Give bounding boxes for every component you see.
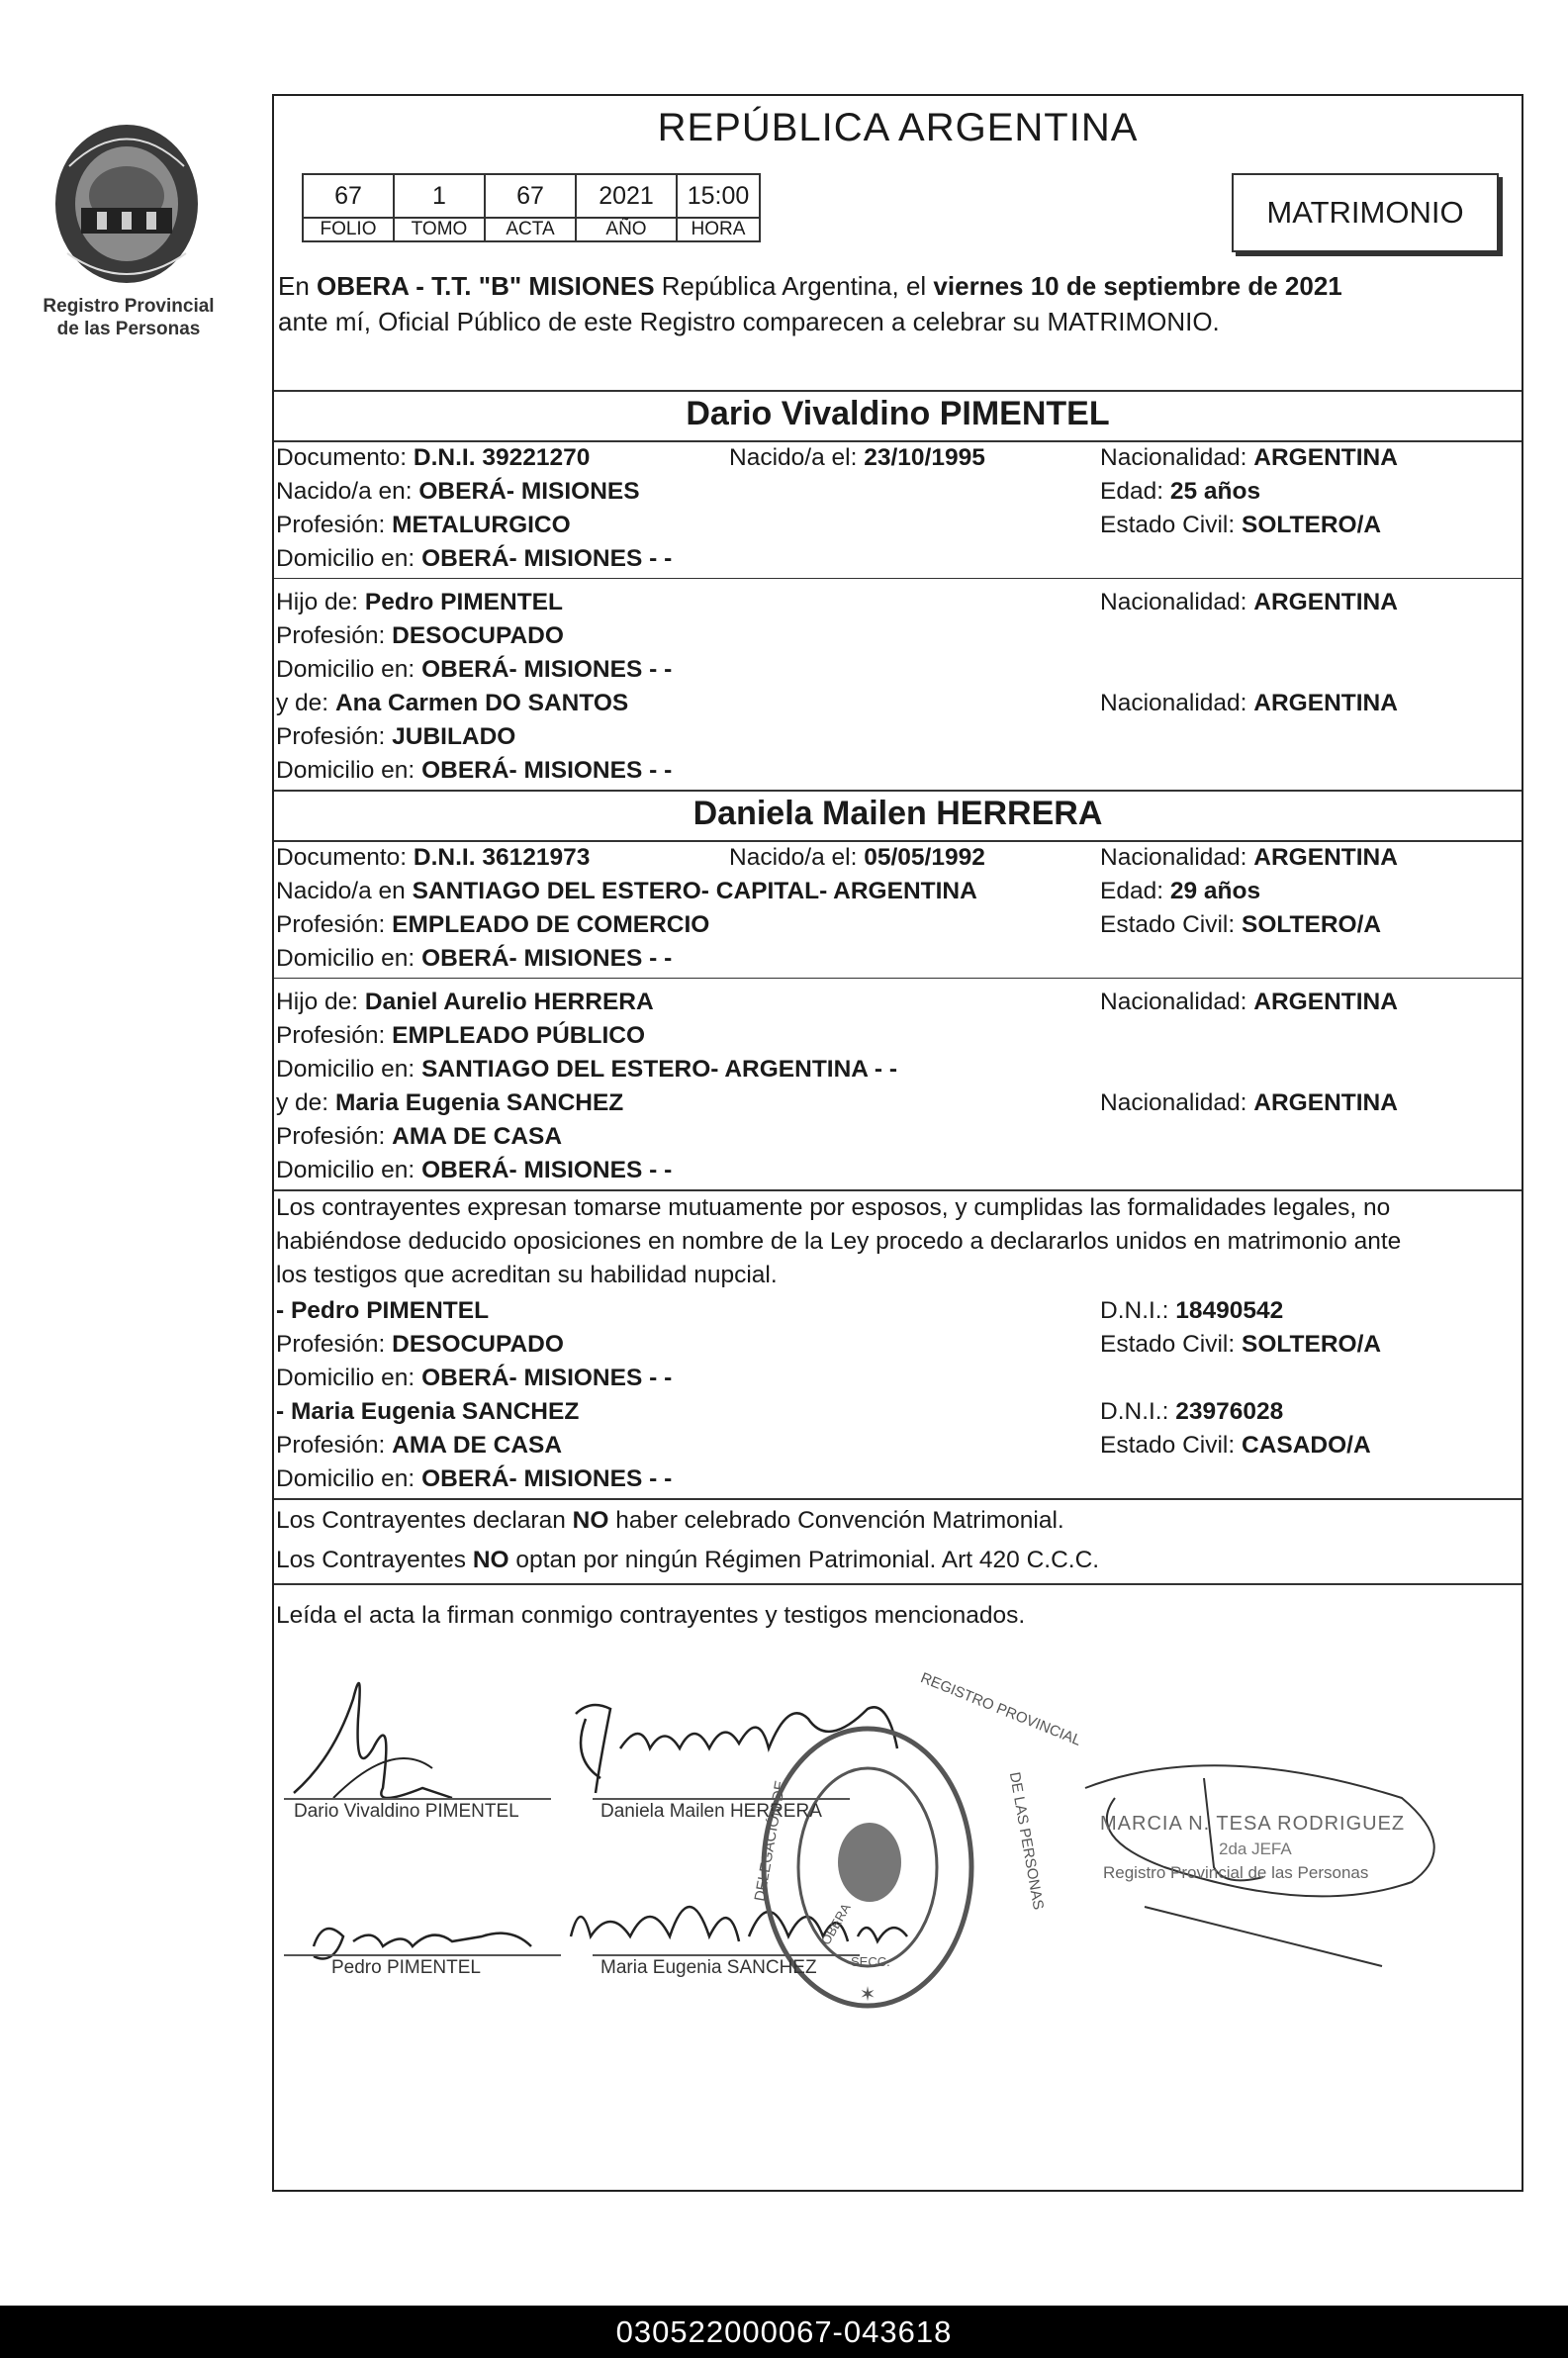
misiones-emblem-icon bbox=[47, 117, 206, 290]
text: Los Contrayentes bbox=[276, 1547, 467, 1573]
folio-label: FOLIO bbox=[303, 218, 394, 241]
label: D.N.I.: bbox=[1100, 1398, 1169, 1425]
label: Domicilio en: bbox=[276, 545, 415, 572]
year-value: 2021 bbox=[576, 174, 677, 218]
tomo-value: 1 bbox=[394, 174, 485, 218]
divider bbox=[274, 1498, 1522, 1500]
value: 23/10/1995 bbox=[864, 444, 985, 471]
value: - Maria Eugenia SANCHEZ bbox=[276, 1398, 580, 1425]
value: AMA DE CASA bbox=[392, 1432, 563, 1459]
text: haber celebrado Convención Matrimonial. bbox=[615, 1507, 1064, 1534]
value: ARGENTINA bbox=[1253, 589, 1398, 615]
value: OBERÁ- MISIONES - - bbox=[421, 945, 673, 972]
label: Nacionalidad: bbox=[1100, 989, 1247, 1015]
label: Nacionalidad: bbox=[1100, 589, 1247, 615]
value: SOLTERO/A bbox=[1241, 512, 1382, 538]
text: optan por ningún Régimen Patrimonial. Art 420 C.C.C. bbox=[515, 1547, 1100, 1573]
spouse2-mother bbox=[276, 1089, 623, 1117]
spouse2-mother-domicile bbox=[276, 1157, 672, 1184]
declaration-line3: los testigos que acreditan su habilidad nupcial. bbox=[276, 1262, 778, 1288]
value: ARGENTINA bbox=[1253, 1089, 1398, 1116]
witness1-civil bbox=[1100, 1331, 1381, 1359]
label: Estado Civil: bbox=[1100, 512, 1236, 538]
label: Profesión: bbox=[276, 911, 386, 938]
value: Maria Eugenia SANCHEZ bbox=[334, 1089, 624, 1116]
intro-line1 bbox=[278, 271, 1520, 302]
value: OBERÁ- MISIONES - - bbox=[421, 545, 673, 572]
label: Domicilio en: bbox=[276, 1157, 415, 1183]
value: OBERÁ- MISIONES - - bbox=[421, 656, 673, 683]
declaration-line2: habiéndose deducido oposiciones en nombre de la Ley procedo a declararlos unidos en matrimonio ante bbox=[276, 1228, 1402, 1255]
signatures-intro: Leída el acta la firman conmigo contrayentes y testigos mencionados. bbox=[276, 1602, 1026, 1629]
signature-line bbox=[593, 1954, 860, 1956]
value: ARGENTINA bbox=[1253, 844, 1398, 871]
label: Profesión: bbox=[276, 1432, 386, 1459]
spouse1-father-nationality bbox=[1100, 589, 1398, 616]
label: D.N.I.: bbox=[1100, 1297, 1169, 1324]
spouse1-mother bbox=[276, 690, 628, 717]
intro-country: República Argentina, el bbox=[661, 271, 927, 301]
label: y de: bbox=[276, 690, 329, 716]
label: Edad: bbox=[1100, 878, 1164, 904]
label: Documento: bbox=[276, 844, 408, 871]
declaration-line1: Los contrayentes expresan tomarse mutuamente por esposos, y cumplidas las formalidades legales, no bbox=[276, 1194, 1391, 1221]
value: 29 años bbox=[1169, 878, 1261, 904]
spouse1-father-domicile bbox=[276, 656, 672, 684]
divider bbox=[274, 390, 1522, 392]
value: OBERÁ- MISIONES - - bbox=[421, 757, 673, 784]
spouse2-birthplace bbox=[276, 878, 977, 905]
label: Nacionalidad: bbox=[1100, 844, 1247, 871]
spouse2-age bbox=[1100, 878, 1260, 905]
spouse1-profession bbox=[276, 512, 571, 539]
spouse1-birthdate bbox=[729, 444, 985, 472]
official-stamp-line1: MARCIA N. TESA RODRIGUEZ bbox=[1100, 1813, 1406, 1835]
divider bbox=[274, 978, 1522, 979]
spouse2-domicile bbox=[276, 945, 672, 973]
label: Documento: bbox=[276, 444, 408, 471]
label: Domicilio en: bbox=[276, 1056, 415, 1083]
value: OBERÁ- MISIONES bbox=[418, 478, 640, 505]
spouse2-birthdate bbox=[729, 844, 985, 872]
signature-line bbox=[284, 1954, 561, 1956]
witness2-dni bbox=[1100, 1398, 1283, 1426]
certificate-frame bbox=[272, 94, 1523, 2192]
value: ARGENTINA bbox=[1253, 444, 1398, 471]
label: Domicilio en: bbox=[276, 656, 415, 683]
spouse1-father bbox=[276, 589, 563, 616]
spouse2-father-domicile bbox=[276, 1056, 897, 1084]
tomo-label: TOMO bbox=[394, 218, 485, 241]
stamp-text-bottom: SECC. bbox=[851, 1954, 890, 1969]
spouse1-document bbox=[276, 444, 590, 472]
value: OBERÁ- MISIONES - - bbox=[421, 1365, 673, 1391]
label: Nacido/a en: bbox=[276, 478, 413, 505]
label: Domicilio en: bbox=[276, 1365, 415, 1391]
value: ARGENTINA bbox=[1253, 690, 1398, 716]
divider bbox=[274, 840, 1522, 842]
label: Nacido/a el: bbox=[729, 844, 858, 871]
spouse2-father-profession bbox=[276, 1022, 645, 1050]
label: Profesión: bbox=[276, 1331, 386, 1358]
value: Pedro PIMENTEL bbox=[364, 589, 563, 615]
value: ARGENTINA bbox=[1253, 989, 1398, 1015]
value: SOLTERO/A bbox=[1241, 911, 1382, 938]
divider bbox=[274, 1189, 1522, 1191]
text: Los Contrayentes declaran bbox=[276, 1507, 566, 1534]
value: AMA DE CASA bbox=[392, 1123, 563, 1150]
signature-label-4: Maria Eugenia SANCHEZ bbox=[600, 1957, 817, 1978]
spouse1-age bbox=[1100, 478, 1260, 506]
divider bbox=[274, 578, 1522, 579]
value: D.N.I. 39221270 bbox=[413, 444, 591, 471]
official-stamp-line2: 2da JEFA bbox=[1219, 1839, 1292, 1858]
value: SANTIAGO DEL ESTERO- CAPITAL- ARGENTINA bbox=[412, 878, 977, 904]
witness1-dni bbox=[1100, 1297, 1283, 1325]
label: Edad: bbox=[1100, 478, 1164, 505]
spouse1-mother-nationality bbox=[1100, 690, 1398, 717]
logo-caption-line1: Registro Provincial bbox=[43, 296, 215, 317]
text-bold: NO bbox=[572, 1507, 609, 1534]
intro-place: OBERA - T.T. "B" MISIONES bbox=[317, 271, 655, 301]
label: Nacido/a el: bbox=[729, 444, 858, 471]
stamp-text-inner: OBERA bbox=[817, 1901, 854, 1947]
value: EMPLEADO PÚBLICO bbox=[392, 1022, 646, 1049]
witness2-profession bbox=[276, 1432, 562, 1460]
label: Profesión: bbox=[276, 1022, 386, 1049]
value: 05/05/1992 bbox=[864, 844, 985, 871]
spouse2-profession bbox=[276, 911, 709, 939]
witness2-domicile bbox=[276, 1465, 672, 1493]
stamp-text-right: DE LAS PERSONAS bbox=[1005, 1770, 1048, 1912]
spouse2-nationality bbox=[1100, 844, 1398, 872]
spouse2-father bbox=[276, 989, 654, 1016]
stamp-text-top: REGISTRO PROVINCIAL bbox=[918, 1669, 1084, 1749]
acta-value: 67 bbox=[485, 174, 576, 218]
value: Daniel Aurelio HERRERA bbox=[364, 989, 654, 1015]
logo-caption bbox=[30, 295, 228, 340]
label: Profesión: bbox=[276, 723, 386, 750]
signature-line bbox=[593, 1798, 850, 1800]
value: SOLTERO/A bbox=[1241, 1331, 1382, 1358]
label: Domicilio en: bbox=[276, 757, 415, 784]
value: Ana Carmen DO SANTOS bbox=[334, 690, 629, 716]
signature-label-2: Daniela Mailen HERRERA bbox=[600, 1801, 822, 1822]
witness1-profession bbox=[276, 1331, 564, 1359]
svg-text:✶: ✶ bbox=[859, 1982, 876, 2006]
value: SANTIAGO DEL ESTERO- ARGENTINA - - bbox=[421, 1056, 897, 1083]
value: JUBILADO bbox=[392, 723, 516, 750]
spouse1-mother-profession bbox=[276, 723, 515, 751]
spouse2-mother-nationality bbox=[1100, 1089, 1398, 1117]
spouse1-name: Dario Vivaldino PIMENTEL bbox=[686, 395, 1110, 432]
label: Profesión: bbox=[276, 512, 386, 538]
label: Profesión: bbox=[276, 622, 386, 649]
spouse1-birthplace bbox=[276, 478, 640, 506]
value: - Pedro PIMENTEL bbox=[276, 1297, 490, 1324]
country-title: REPÚBLICA ARGENTINA bbox=[657, 106, 1139, 149]
spouse1-nationality bbox=[1100, 444, 1398, 472]
spouse2-document bbox=[276, 844, 590, 872]
acta-label: ACTA bbox=[485, 218, 576, 241]
value: OBERÁ- MISIONES - - bbox=[421, 1465, 673, 1492]
label: Nacionalidad: bbox=[1100, 1089, 1247, 1116]
intro-line2: ante mí, Oficial Público de este Registro comparecen a celebrar su MATRIMONIO. bbox=[278, 307, 1220, 336]
label: Nacionalidad: bbox=[1100, 690, 1247, 716]
intro-prefix: En bbox=[278, 271, 310, 301]
year-label: AÑO bbox=[576, 218, 677, 241]
label: Estado Civil: bbox=[1100, 911, 1236, 938]
label: Nacionalidad: bbox=[1100, 444, 1247, 471]
stamp-text-left: DELEGACIÓN DE bbox=[751, 1779, 789, 1903]
value: DESOCUPADO bbox=[392, 1331, 564, 1358]
divider bbox=[274, 1583, 1522, 1585]
hour-value: 15:00 bbox=[677, 174, 760, 218]
text-bold: NO bbox=[472, 1547, 509, 1573]
registry-logo bbox=[30, 117, 228, 354]
label: y de: bbox=[276, 1089, 329, 1116]
spouse2-name: Daniela Mailen HERRERA bbox=[692, 795, 1103, 832]
registry-table bbox=[302, 173, 761, 242]
signature-label-3: Pedro PIMENTEL bbox=[331, 1957, 481, 1978]
signatures-drawing bbox=[274, 1640, 1525, 2055]
signature-label-1: Dario Vivaldino PIMENTEL bbox=[294, 1801, 519, 1822]
convention-line1 bbox=[276, 1507, 1064, 1535]
intro-date: viernes 10 de septiembre de 2021 bbox=[933, 271, 1342, 301]
official-stamp-line3: Registro Provincial de las Personas bbox=[1103, 1863, 1369, 1882]
value: 25 años bbox=[1169, 478, 1261, 505]
value: 18490542 bbox=[1175, 1297, 1284, 1324]
witness2-name bbox=[276, 1398, 579, 1426]
label: Hijo de: bbox=[276, 589, 359, 615]
spouse2-mother-profession bbox=[276, 1123, 562, 1151]
value: 23976028 bbox=[1175, 1398, 1284, 1425]
document-code-bar: 030522000067-043618 bbox=[0, 2306, 1568, 2358]
label: Nacido/a en bbox=[276, 878, 406, 904]
spouse1-father-profession bbox=[276, 622, 564, 650]
hour-label: HORA bbox=[677, 218, 760, 241]
spouse1-civil bbox=[1100, 512, 1381, 539]
value: EMPLEADO DE COMERCIO bbox=[392, 911, 710, 938]
value: OBERÁ- MISIONES - - bbox=[421, 1157, 673, 1183]
value: METALURGICO bbox=[392, 512, 571, 538]
signature-line bbox=[284, 1798, 551, 1800]
spouse2-civil bbox=[1100, 911, 1381, 939]
spouse1-mother-domicile bbox=[276, 757, 672, 785]
label: Hijo de: bbox=[276, 989, 359, 1015]
label: Estado Civil: bbox=[1100, 1331, 1236, 1358]
spouse2-father-nationality bbox=[1100, 989, 1398, 1016]
value: DESOCUPADO bbox=[392, 622, 564, 649]
label: Domicilio en: bbox=[276, 945, 415, 972]
divider bbox=[274, 790, 1522, 792]
divider bbox=[274, 440, 1522, 442]
witness2-civil bbox=[1100, 1432, 1371, 1460]
label: Domicilio en: bbox=[276, 1465, 415, 1492]
value: D.N.I. 36121973 bbox=[413, 844, 591, 871]
folio-value: 67 bbox=[303, 174, 394, 218]
spouse1-domicile bbox=[276, 545, 672, 573]
value: CASADO/A bbox=[1241, 1432, 1371, 1459]
witness1-name bbox=[276, 1297, 489, 1325]
convention-line2 bbox=[276, 1547, 1099, 1574]
witness1-domicile bbox=[276, 1365, 672, 1392]
label: Estado Civil: bbox=[1100, 1432, 1236, 1459]
act-type-box: MATRIMONIO bbox=[1232, 173, 1499, 252]
logo-caption-line2: de las Personas bbox=[56, 319, 201, 339]
label: Profesión: bbox=[276, 1123, 386, 1150]
